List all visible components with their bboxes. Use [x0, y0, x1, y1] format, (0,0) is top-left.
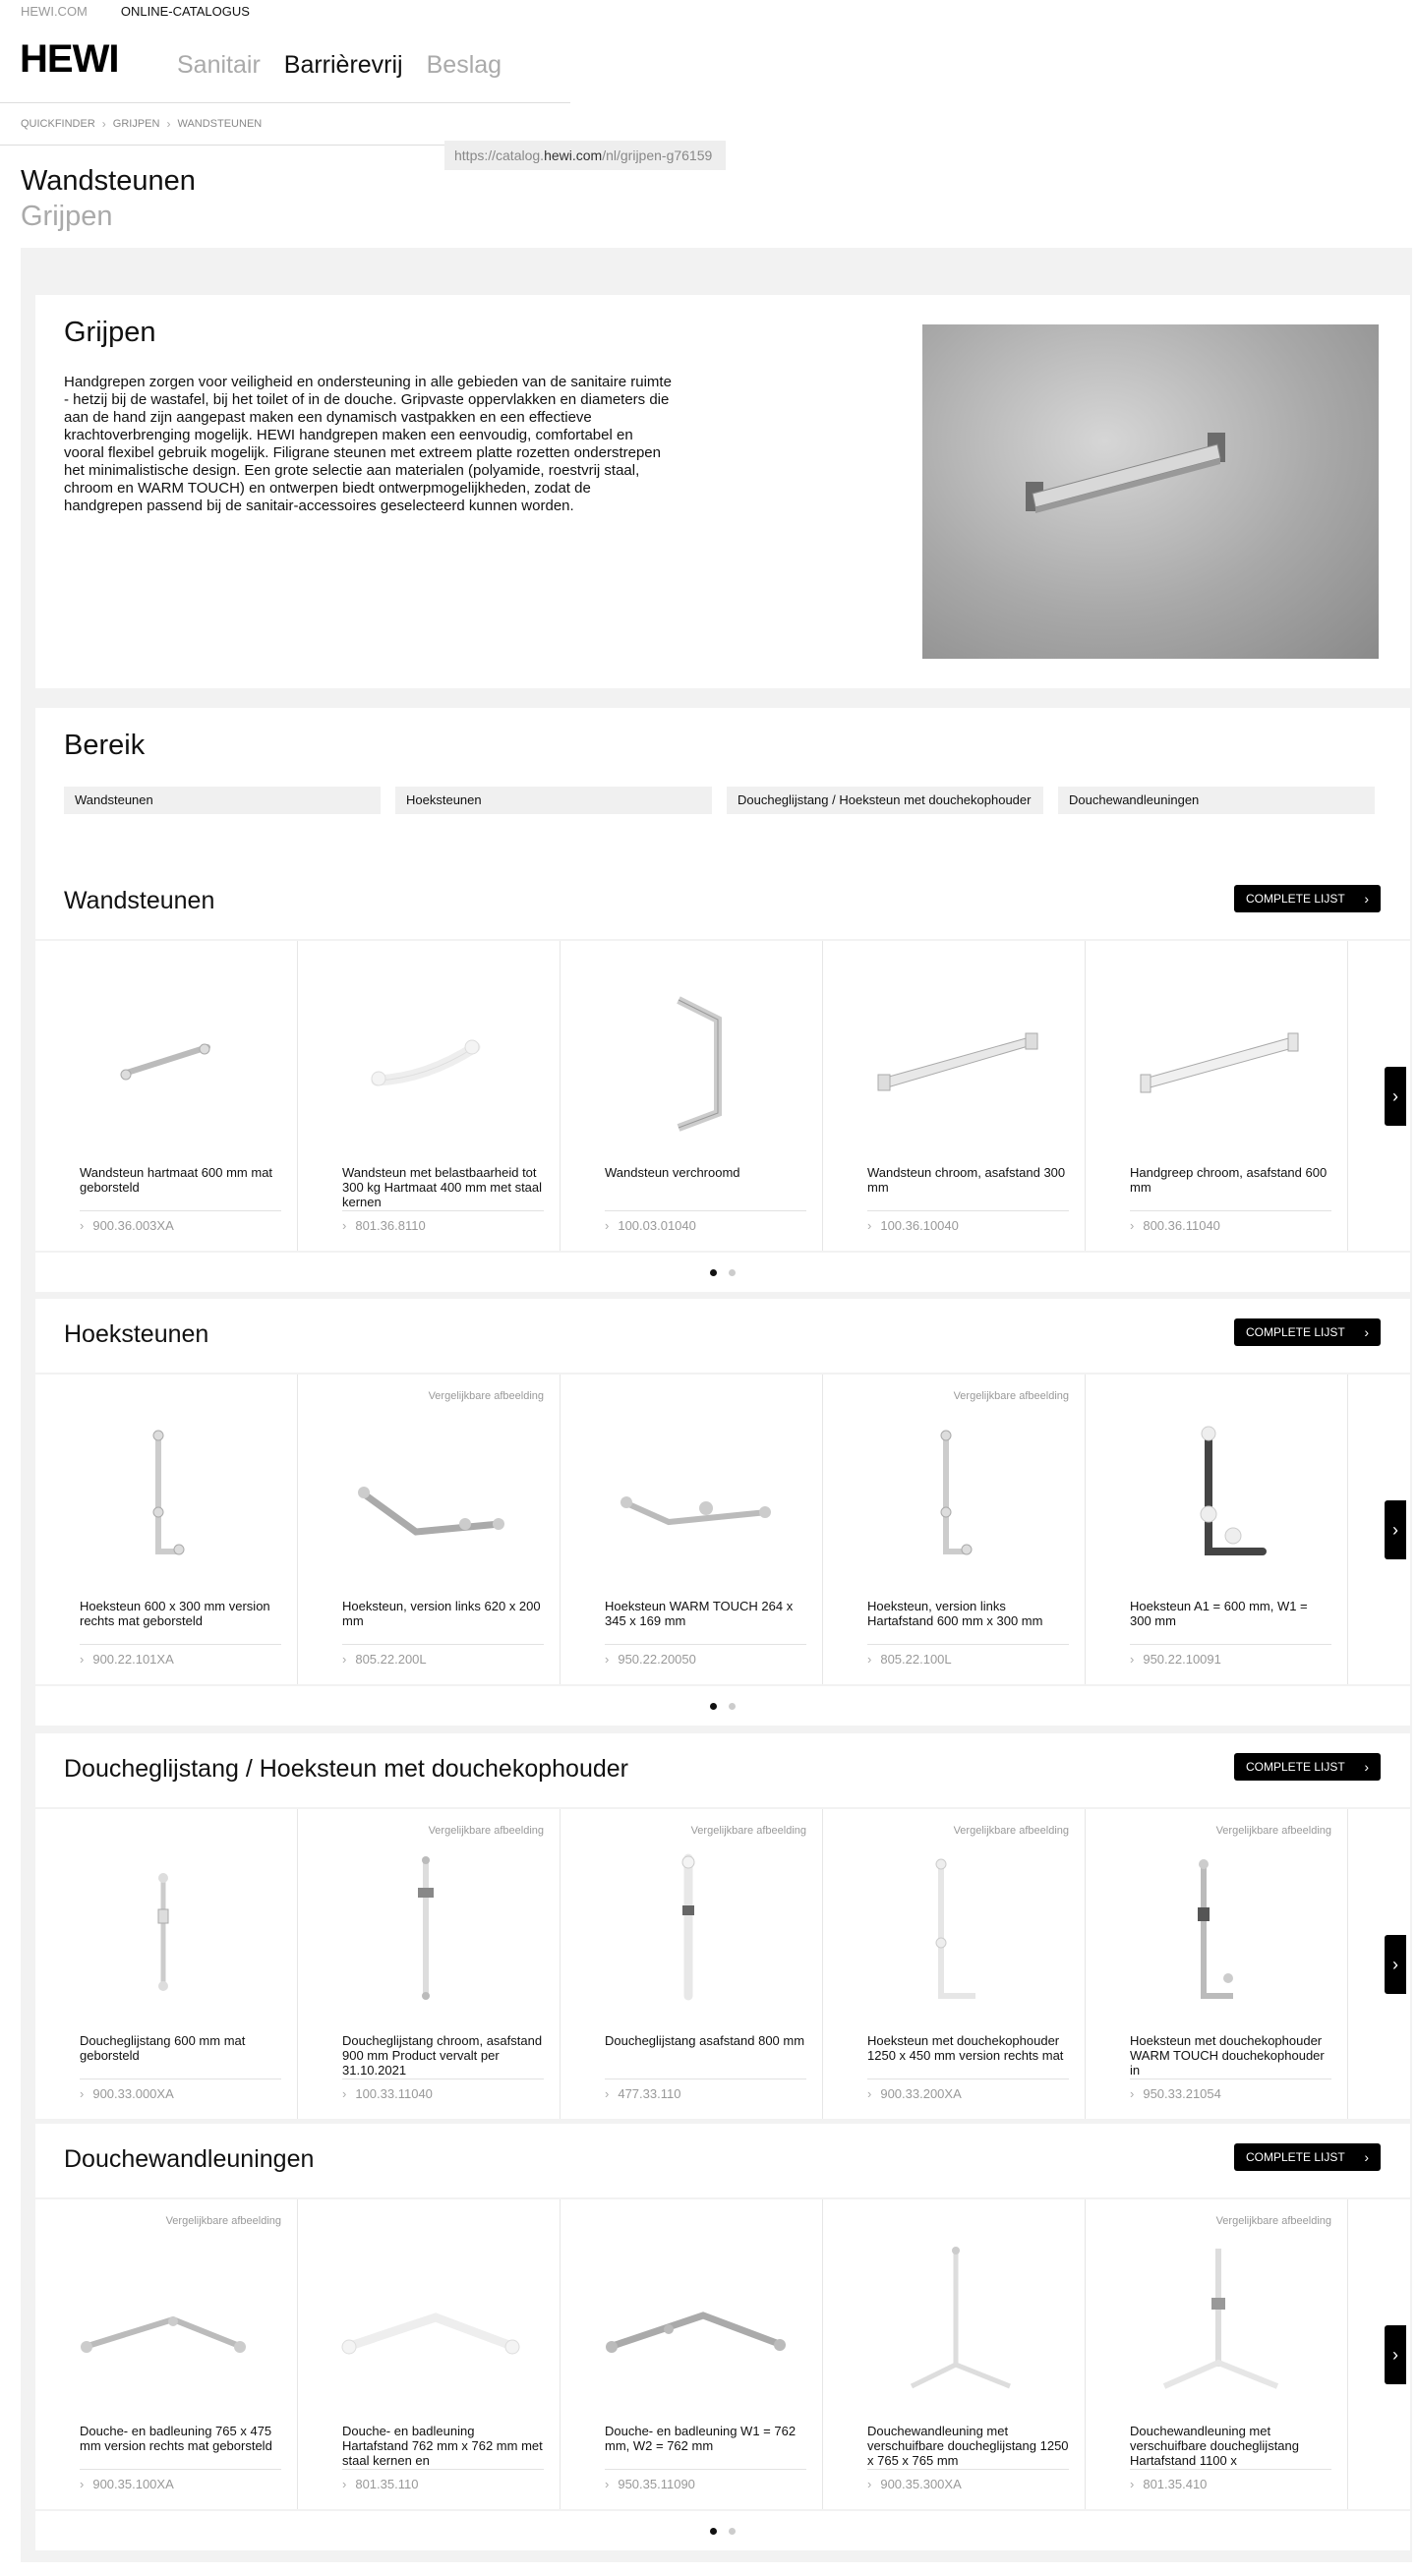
chevron-right-icon: ›	[342, 1652, 347, 1667]
section-title: Hoeksteunen	[64, 1320, 209, 1348]
card-divider	[1130, 1644, 1331, 1645]
product-card[interactable]	[823, 1375, 1086, 1684]
chevron-right-icon: ›	[605, 1652, 610, 1667]
product-image[interactable]	[580, 980, 803, 1138]
intro-panel	[35, 295, 1410, 688]
carousel-track	[35, 1375, 1410, 1684]
product-name[interactable]: Douche- en badleuning Hartafstand 762 mm x 762 mm met staal kernen en	[342, 2424, 543, 2468]
product-card[interactable]	[35, 1809, 298, 2119]
product-image[interactable]	[580, 1848, 803, 2006]
product-card[interactable]	[298, 941, 561, 1251]
chevron-right-icon: ›	[605, 1218, 610, 1233]
product-name[interactable]: Hoeksteun 600 x 300 mm version rechts mat geborsteld	[80, 1599, 270, 1628]
range-title: Bereik	[64, 730, 146, 761]
section-title: Doucheglijstang / Hoeksteun met douchekophouder	[64, 1755, 628, 1783]
product-code[interactable]	[80, 1218, 174, 1233]
product-code-text: 100.36.10040	[880, 1218, 959, 1233]
product-card[interactable]	[561, 1809, 823, 2119]
chevron-right-icon: ›	[80, 2086, 85, 2101]
chevron-right-icon: ›	[1364, 1759, 1369, 1775]
card-divider	[342, 2078, 544, 2079]
product-code[interactable]	[1130, 2477, 1207, 2491]
chevron-right-icon: ›	[166, 117, 171, 131]
chevron-right-icon: ›	[80, 1652, 85, 1667]
product-name[interactable]: Hoeksteun, version links 620 x 200 mm	[342, 1599, 541, 1628]
product-code[interactable]	[80, 2086, 174, 2101]
complete-list-label: COMPLETE LIJST	[1246, 892, 1345, 906]
product-code-text: 800.36.11040	[1143, 1218, 1220, 1233]
product-card[interactable]	[823, 2199, 1086, 2509]
product-code-text: 805.22.200L	[355, 1652, 427, 1667]
product-card[interactable]	[35, 1375, 298, 1684]
breadcrumb-grijpen[interactable]: GRIJPEN	[112, 118, 160, 130]
card-divider	[867, 1210, 1069, 1211]
card-divider	[605, 2078, 806, 2079]
top-bar	[21, 0, 250, 22]
similar-image-label: Vergelijkbare afbeelding	[953, 1825, 1069, 1837]
range-panel	[35, 708, 1410, 865]
product-image[interactable]	[1105, 980, 1328, 1138]
product-code-text: 950.35.11090	[618, 2477, 695, 2491]
url-tooltip	[444, 141, 726, 170]
chevron-right-icon: ›	[1392, 1954, 1398, 1974]
product-code-text: 477.33.110	[618, 2086, 681, 2101]
card-divider	[1130, 1210, 1331, 1211]
complete-list-button[interactable]	[1234, 885, 1381, 912]
product-code-text: 950.33.21054	[1143, 2086, 1221, 2101]
product-image[interactable]	[580, 1414, 803, 1571]
chevron-right-icon: ›	[867, 2477, 872, 2491]
url-prefix: https://catalog.	[454, 147, 545, 163]
product-name[interactable]: Douche- en badleuning W1 = 762 mm, W2 = 762 mm	[605, 2424, 797, 2453]
nav-barrierevrij[interactable]: Barrièrevrij	[283, 51, 403, 79]
chevron-right-icon: ›	[867, 1218, 872, 1233]
product-code-text: 900.35.100XA	[92, 2477, 174, 2491]
page-subtitle: Grijpen	[21, 201, 113, 232]
product-card[interactable]	[561, 1375, 823, 1684]
url-domain: hewi.com	[544, 147, 603, 163]
intro-text: Handgrepen zorgen voor veiligheid en ondersteuning in alle gebieden van de sanitaire ruimte - hetzij bij de wastafel, bij het toilet of in de douche. Gripvaste oppervlakken en diameters die aan de hand zijn aangepast maken een dynamisch vastpakken en een effectieve krachtoverbrenging mogelijk. HEWI handgrepen maken een eenvoudig, comfortabel en vooral flexibel gebruik mogelijk. Filigrane steunen met extreem platte rozetten onderstrepen het minimalistische design. Een grote selectie aan materialen (polyamide, roestvrij staal, chroom en WARM TOUCH) en ontwerpen biedt ontwerpmogelijkheden, zodat de handgrepen passend bij de sanitair-accessoires geselecteerd kunnen worden.	[64, 374, 672, 514]
carousel-pagination	[35, 1686, 1410, 1726]
card-divider	[80, 2078, 281, 2079]
similar-image-label: Vergelijkbare afbeelding	[1215, 2215, 1331, 2227]
carousel-track	[35, 1809, 1410, 2119]
product-code[interactable]	[867, 2086, 962, 2101]
product-card[interactable]	[1086, 941, 1348, 1251]
carousel-next-button[interactable]	[1385, 1500, 1406, 1559]
card-divider	[1130, 2078, 1331, 2079]
card-divider	[80, 1210, 281, 1211]
complete-list-button[interactable]	[1234, 1753, 1381, 1781]
chevron-right-icon: ›	[1364, 1324, 1369, 1340]
url-suffix: /nl/grijpen-g76159	[602, 147, 713, 163]
breadcrumb-quickfinder[interactable]: QUICKFINDER	[21, 118, 95, 130]
pagination-dot[interactable]	[729, 1703, 736, 1710]
card-divider	[605, 1210, 806, 1211]
nav-divider	[0, 102, 570, 103]
pagination-dot[interactable]	[710, 1703, 717, 1710]
product-image[interactable]	[318, 1414, 541, 1571]
product-code[interactable]	[1130, 1218, 1220, 1233]
chevron-right-icon: ›	[80, 1218, 85, 1233]
card-divider	[342, 1210, 544, 1211]
chevron-right-icon: ›	[342, 1218, 347, 1233]
product-image[interactable]	[1105, 1848, 1328, 2006]
carousel-pagination	[35, 1253, 1410, 1292]
pagination-dot[interactable]	[729, 2528, 736, 2535]
product-image[interactable]	[843, 1414, 1066, 1571]
carousel-next-button[interactable]	[1385, 2325, 1406, 2384]
card-divider	[80, 2469, 281, 2470]
range-chip-wandsteunen[interactable]: Wandsteunen	[64, 787, 381, 814]
product-card[interactable]	[298, 1809, 561, 2119]
product-code[interactable]	[342, 2086, 433, 2101]
complete-list-label: COMPLETE LIJST	[1246, 1760, 1345, 1774]
product-card[interactable]	[823, 1809, 1086, 2119]
card-divider	[605, 2469, 806, 2470]
product-name[interactable]: Doucheglijstang chroom, asafstand 900 mm Product vervalt per 31.10.2021	[342, 2033, 543, 2078]
product-code[interactable]	[867, 1652, 952, 1667]
range-chip-douchewandleuningen[interactable]: Douchewandleuningen	[1058, 787, 1375, 814]
product-name[interactable]: Hoeksteun A1 = 600 mm, W1 = 300 mm	[1130, 1599, 1308, 1628]
product-image[interactable]	[843, 980, 1066, 1138]
grab-bar-photo	[922, 324, 1379, 659]
hewi-logo[interactable]: HEWI	[20, 37, 119, 81]
section-title: Douchewandleuningen	[64, 2145, 315, 2173]
product-code[interactable]	[342, 1652, 427, 1667]
product-name[interactable]: Wandsteun met belastbaarheid tot 300 kg Hartmaat 400 mm met staal kernen	[342, 1165, 543, 1209]
similar-image-label: Vergelijkbare afbeelding	[428, 1825, 544, 1837]
carousel-next-button[interactable]	[1385, 1067, 1406, 1126]
complete-list-label: COMPLETE LIJST	[1246, 1325, 1345, 1339]
product-image[interactable]	[1105, 2239, 1328, 2396]
product-name[interactable]: Douchewandleuning met verschuifbare doucheglijstang 1250 x 765 x 765 mm	[867, 2424, 1069, 2468]
product-card[interactable]	[561, 941, 823, 1251]
card-divider	[342, 2469, 544, 2470]
product-name[interactable]: Wandsteun hartmaat 600 mm mat geborsteld	[80, 1165, 273, 1195]
product-name[interactable]: Wandsteun verchroomd	[605, 1165, 740, 1180]
similar-image-label: Vergelijkbare afbeelding	[165, 2215, 281, 2227]
product-code[interactable]	[605, 1218, 696, 1233]
product-card[interactable]	[1086, 1375, 1348, 1684]
breadcrumb	[21, 117, 262, 131]
pagination-dot[interactable]	[710, 2528, 717, 2535]
product-carousel	[35, 2199, 1410, 2509]
product-name[interactable]: Hoeksteun WARM TOUCH 264 x 345 x 169 mm	[605, 1599, 794, 1628]
similar-image-label: Vergelijkbare afbeelding	[428, 1390, 544, 1402]
section-title: Wandsteunen	[64, 887, 215, 914]
chevron-right-icon: ›	[342, 2477, 347, 2491]
chevron-right-icon: ›	[1364, 891, 1369, 907]
product-image[interactable]	[318, 980, 541, 1138]
product-card[interactable]	[35, 941, 298, 1251]
chevron-right-icon: ›	[1392, 2344, 1398, 2365]
nav-beslag[interactable]: Beslag	[426, 51, 502, 79]
product-carousel	[35, 941, 1410, 1251]
range-chips	[64, 787, 1375, 814]
similar-image-label: Vergelijkbare afbeelding	[1215, 1825, 1331, 1837]
card-divider	[867, 1644, 1069, 1645]
card-divider	[605, 1644, 806, 1645]
product-name[interactable]: Douche- en badleuning 765 x 475 mm version rechts mat geborsteld	[80, 2424, 272, 2453]
product-card[interactable]	[823, 941, 1086, 1251]
complete-list-button[interactable]	[1234, 1318, 1381, 1346]
product-code[interactable]	[867, 2477, 962, 2491]
product-code[interactable]	[867, 1218, 959, 1233]
product-image[interactable]	[843, 1848, 1066, 2006]
chevron-right-icon: ›	[1130, 2477, 1135, 2491]
range-chip-doucheglijstang[interactable]: Doucheglijstang / Hoeksteun met douchekophouder	[727, 787, 1043, 814]
product-code-text: 900.22.101XA	[92, 1652, 174, 1667]
product-carousel	[35, 1375, 1410, 1684]
carousel-track	[35, 941, 1410, 1251]
product-code-text: 100.33.11040	[355, 2086, 433, 2101]
card-divider	[342, 1644, 544, 1645]
chevron-right-icon: ›	[1130, 1652, 1135, 1667]
nav-sanitair[interactable]: Sanitair	[177, 51, 261, 79]
product-image[interactable]	[318, 1848, 541, 2006]
product-code[interactable]	[80, 1652, 174, 1667]
product-code-text: 900.33.200XA	[880, 2086, 962, 2101]
product-code[interactable]	[605, 1652, 696, 1667]
product-image[interactable]	[1105, 1414, 1328, 1571]
card-divider	[80, 1644, 281, 1645]
product-image[interactable]	[55, 2239, 278, 2396]
product-carousel	[35, 1809, 1410, 2119]
chevron-right-icon: ›	[1130, 2086, 1135, 2101]
product-code[interactable]	[605, 2477, 695, 2491]
chevron-right-icon: ›	[867, 2086, 872, 2101]
product-card[interactable]	[35, 2199, 298, 2509]
chevron-right-icon: ›	[867, 1652, 872, 1667]
product-card[interactable]	[561, 2199, 823, 2509]
section-header	[35, 1299, 1410, 1373]
product-code-text: 801.35.410	[1143, 2477, 1208, 2491]
product-code[interactable]	[605, 2086, 680, 2101]
page-title: Wandsteunen	[21, 165, 196, 197]
chevron-right-icon: ›	[605, 2086, 610, 2101]
product-image[interactable]	[843, 2239, 1066, 2396]
carousel-track	[35, 2199, 1410, 2509]
product-card[interactable]	[298, 1375, 561, 1684]
chevron-right-icon: ›	[1392, 1519, 1398, 1540]
section-header	[35, 865, 1410, 939]
intro-title: Grijpen	[64, 317, 156, 348]
product-code-text: 950.22.20050	[618, 1652, 696, 1667]
main-nav	[177, 51, 502, 80]
product-code-text: 900.35.300XA	[880, 2477, 962, 2491]
product-name[interactable]: Doucheglijstang 600 mm mat geborsteld	[80, 2033, 246, 2063]
chevron-right-icon: ›	[1392, 1085, 1398, 1106]
chevron-right-icon: ›	[80, 2477, 85, 2491]
chevron-right-icon: ›	[101, 117, 106, 131]
product-name[interactable]: Hoeksteun met douchekophouder 1250 x 450 mm version rechts mat	[867, 2033, 1064, 2063]
product-code-text: 950.22.10091	[1143, 1652, 1221, 1667]
product-code[interactable]	[342, 2477, 418, 2491]
product-code-text: 900.33.000XA	[92, 2086, 174, 2101]
product-image[interactable]	[318, 2239, 541, 2396]
chevron-right-icon: ›	[342, 2086, 347, 2101]
chevron-right-icon: ›	[1130, 1218, 1135, 1233]
product-name[interactable]: Handgreep chroom, asafstand 600 mm	[1130, 1165, 1328, 1195]
product-card[interactable]	[1086, 1809, 1348, 2119]
product-name[interactable]: Douchewandleuning met verschuifbare doucheglijstang Hartafstand 1100 x	[1130, 2424, 1299, 2468]
hewi-com-link[interactable]: HEWI.COM	[21, 3, 88, 19]
product-code-text: 801.36.8110	[355, 1218, 426, 1233]
card-divider	[867, 2078, 1069, 2079]
product-code-text: 900.36.003XA	[92, 1218, 174, 1233]
product-name[interactable]: Doucheglijstang asafstand 800 mm	[605, 2033, 805, 2048]
range-chip-hoeksteunen[interactable]: Hoeksteunen	[395, 787, 712, 814]
section-header	[35, 2124, 1410, 2197]
complete-list-button[interactable]	[1234, 2143, 1381, 2171]
chevron-right-icon: ›	[605, 2477, 610, 2491]
similar-image-label: Vergelijkbare afbeelding	[690, 1825, 806, 1837]
product-card[interactable]	[298, 2199, 561, 2509]
product-image[interactable]	[55, 1848, 278, 2006]
product-card[interactable]	[1086, 2199, 1348, 2509]
product-image[interactable]	[580, 2239, 803, 2396]
product-code[interactable]	[80, 2477, 174, 2491]
product-image[interactable]	[55, 1414, 278, 1571]
product-code-text: 805.22.100L	[880, 1652, 952, 1667]
pagination-dot[interactable]	[729, 1269, 736, 1276]
complete-list-label: COMPLETE LIJST	[1246, 2150, 1345, 2164]
section-header	[35, 1733, 1410, 1807]
chevron-right-icon: ›	[1364, 2149, 1369, 2165]
similar-image-label: Vergelijkbare afbeelding	[953, 1390, 1069, 1402]
card-divider	[867, 2469, 1069, 2470]
card-divider	[1130, 2469, 1331, 2470]
carousel-next-button[interactable]	[1385, 1935, 1406, 1994]
product-code[interactable]	[342, 1218, 426, 1233]
product-name[interactable]: Hoeksteun, version links Hartafstand 600 mm x 300 mm	[867, 1599, 1043, 1628]
online-catalog-link[interactable]: ONLINE-CATALOGUS	[120, 3, 250, 19]
breadcrumb-wandsteunen[interactable]: WANDSTEUNEN	[177, 118, 263, 130]
product-code[interactable]	[1130, 2086, 1221, 2101]
product-code-text: 100.03.01040	[618, 1218, 696, 1233]
product-image[interactable]	[55, 980, 278, 1138]
carousel-pagination	[35, 2511, 1410, 2550]
product-code-text: 801.35.110	[355, 2477, 419, 2491]
pagination-dot[interactable]	[710, 1269, 717, 1276]
product-name[interactable]: Wandsteun chroom, asafstand 300 mm	[867, 1165, 1066, 1195]
product-code[interactable]	[1130, 1652, 1221, 1667]
product-name[interactable]: Hoeksteun met douchekophouder WARM TOUCH douchekophouder in	[1130, 2033, 1325, 2078]
